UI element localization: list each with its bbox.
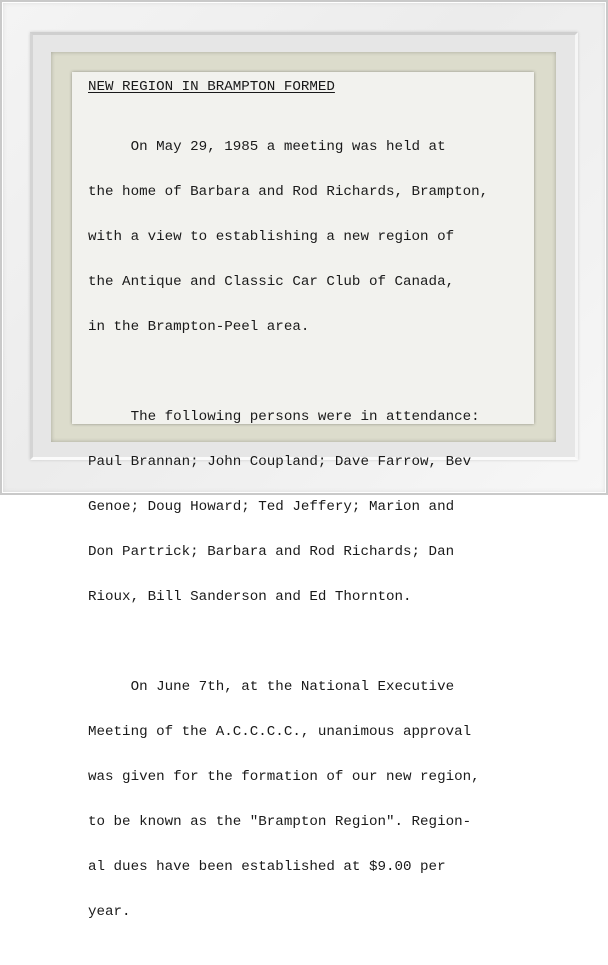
text-line: al dues have been established at $9.00 per (88, 859, 446, 875)
text-line: Paul Brannan; John Coupland; Dave Farrow, Bev (88, 454, 472, 470)
text-line: The following persons were in attendance: (88, 409, 480, 425)
text-line: with a view to establishing a new region of (88, 229, 455, 245)
text-line: Meeting of the A.C.C.C.C., unanimous approval (88, 724, 472, 740)
text-line: Genoe; Doug Howard; Ted Jeffery; Marion and (88, 499, 455, 515)
text-line: year. (88, 904, 131, 920)
text-line: Rioux, Bill Sanderson and Ed Thornton. (88, 589, 412, 605)
text-line: was given for the formation of our new region, (88, 769, 480, 785)
article-body (88, 80, 528, 965)
text-line: On June 7th, at the National Executive (88, 679, 455, 695)
paragraph-meeting (88, 110, 528, 365)
text-line: to be known as the "Brampton Region". Region- (88, 814, 472, 830)
paragraph-attendance (88, 380, 528, 635)
paragraph-approval (88, 650, 528, 950)
newspaper-clipping (72, 72, 534, 920)
text-line: the Antique and Classic Car Club of Canada, (88, 274, 455, 290)
article-headline: NEW REGION IN BRAMPTON FORMED (88, 79, 335, 95)
text-line: Don Partrick; Barbara and Rod Richards; Dan (88, 544, 455, 560)
text-line: the home of Barbara and Rod Richards, Brampton, (88, 184, 489, 200)
text-line: in the Brampton-Peel area. (88, 319, 310, 335)
text-line: On May 29, 1985 a meeting was held at (88, 139, 446, 155)
